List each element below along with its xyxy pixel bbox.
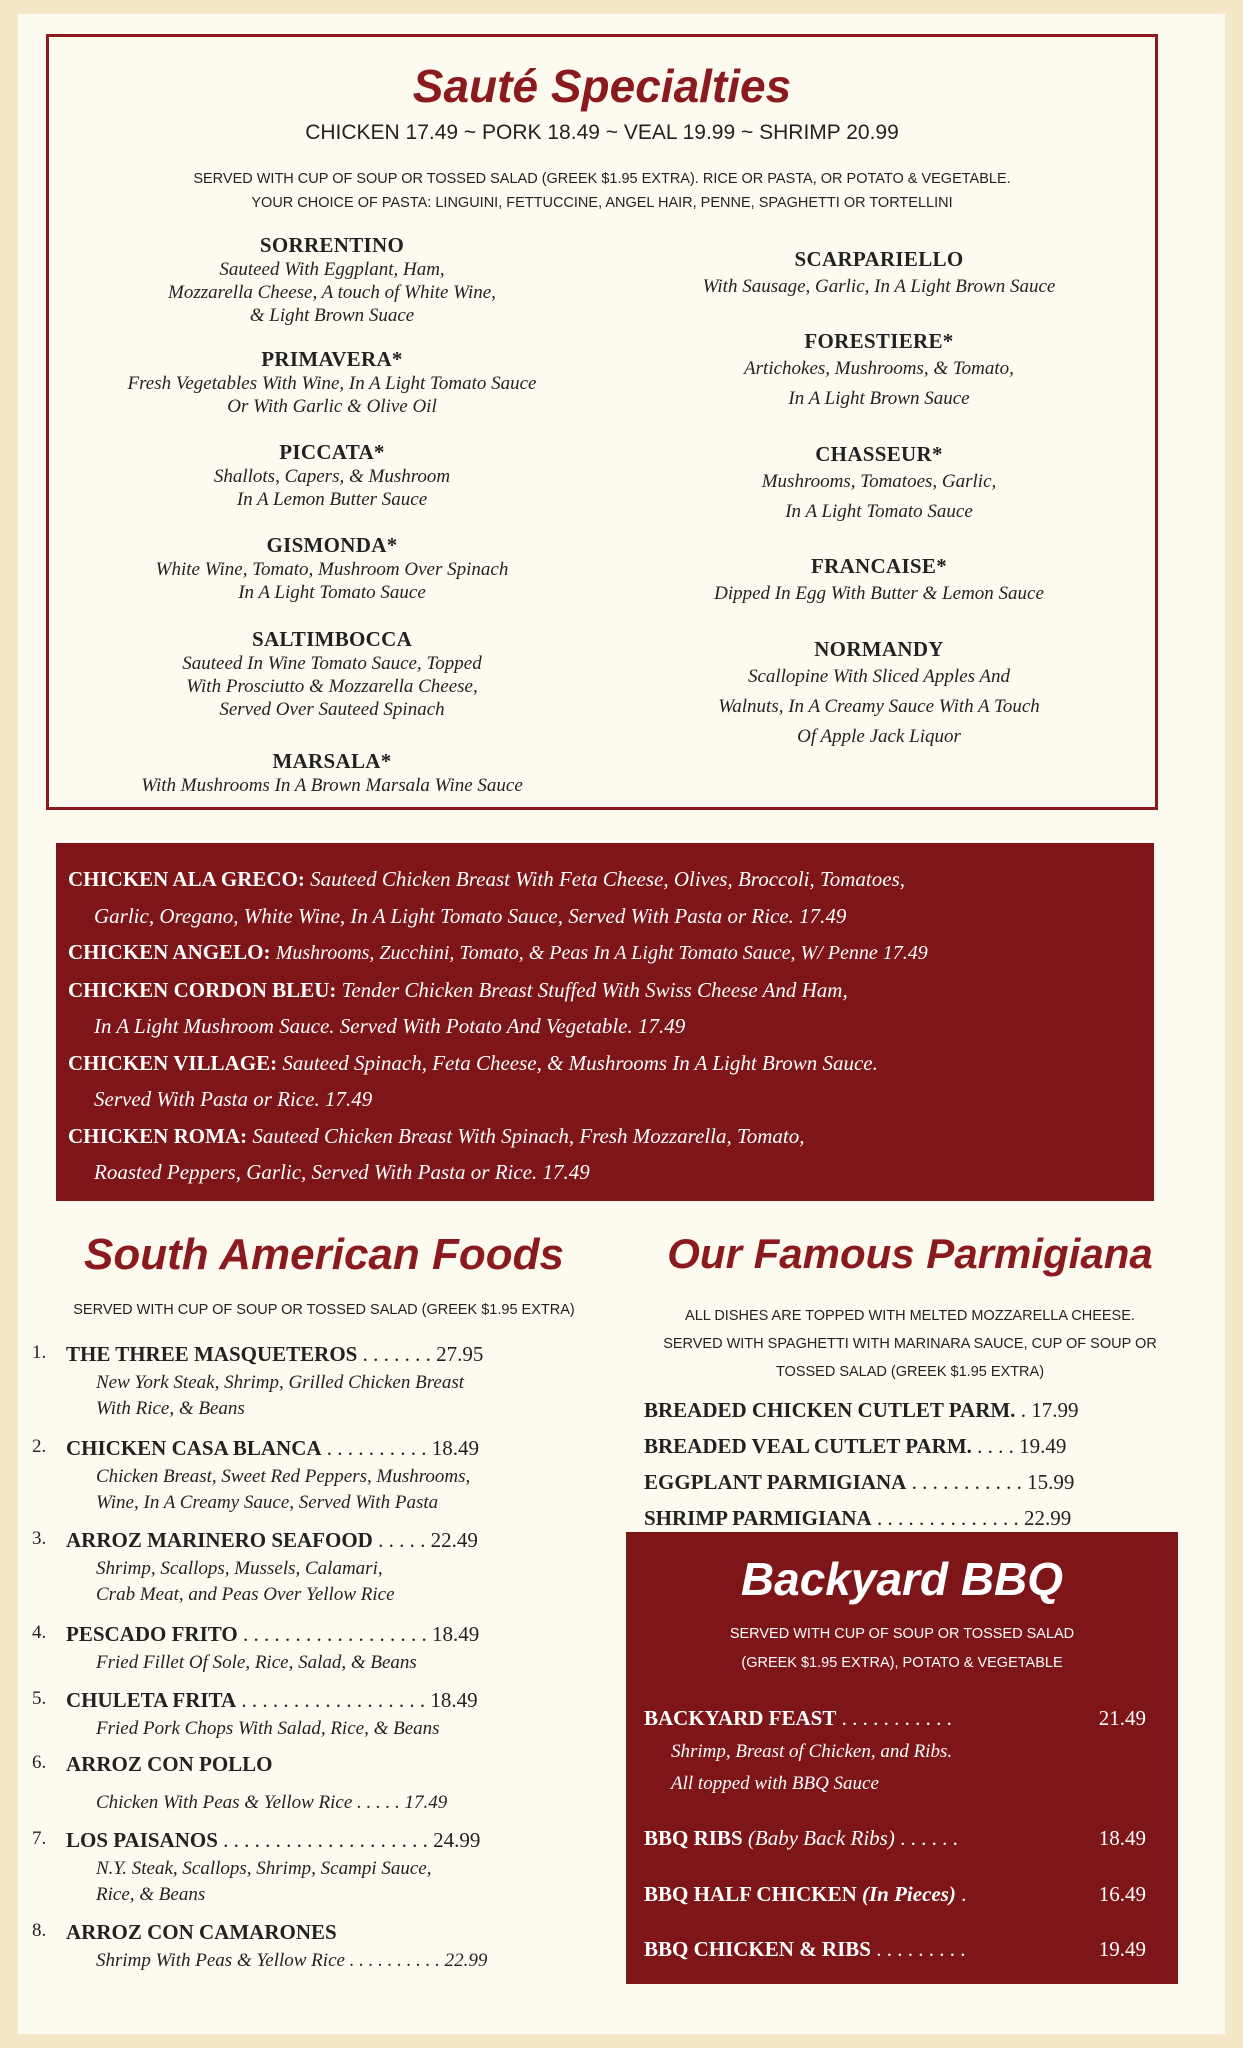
backyard-bbq-section: Backyard BBQ SERVED WITH CUP OF SOUP OR TOSSED SALAD (GREEK $1.95 EXTRA), POTATO & VEGETABLE BACKYARD FEAST . . . . . . . . . . . 21.49 Shrimp, Breast of Chicken, and Ribs. All topped with BBQ Sauce BBQ RIBS (Baby Back Ribs) . . . . . . 18.49 BBQ HALF CHICKEN (In Pieces) . 16.49 BBQ CHICKEN & RIBS . . . . . . . . . 19.49 xyxy=(626,1532,1178,1984)
bbq-half-chicken: BBQ HALF CHICKEN (In Pieces) . 16.49 xyxy=(644,1882,1146,1906)
parmigiana-note: ALL DISHES ARE TOPPED WITH MELTED MOZZARELLA CHEESE. SERVED WITH SPAGHETTI WITH MARINARA SAUCE, CUP OF SOUP OR TOSSED SALAD (GREEK $1.95 EXTRA) xyxy=(663,1308,1157,1380)
parm-item-chicken: BREADED CHICKEN CUTLET PARM. . 17.99 xyxy=(644,1398,1079,1422)
dish-chasseur: CHASSEUR* Mushrooms, Tomatoes, Garlic, In A Light Tomato Sauce xyxy=(761,442,997,522)
dish-piccata: PICCATA* Shallots, Capers, & Mushroom In A Lemon Butter Sauce xyxy=(213,440,451,510)
south-american-note: SERVED WITH CUP OF SOUP OR TOSSED SALAD (GREEK $1.95 EXTRA) xyxy=(73,1302,575,1318)
chicken-village: CHICKEN VILLAGE: Sauteed Spinach, Feta Cheese, & Mushrooms In A Light Brown Sauce. xyxy=(68,1050,878,1075)
parm-item-eggplant: EGGPLANT PARMIGIANA . . . . . . . . . . . 15.99 xyxy=(644,1470,1075,1494)
dish-sorrentino: SORRENTINO Sauteed With Eggplant, Ham, Mozzarella Cheese, A touch of White Wine, & Light Brown Suace xyxy=(168,233,496,326)
parmigiana-title: Our Famous Parmigiana xyxy=(667,1230,1153,1277)
saute-prices: CHICKEN 17.49 ~ PORK 18.49 ~ VEAL 19.99 ~ SHRIMP 20.99 xyxy=(305,121,899,144)
chicken-specials-band: CHICKEN ALA GRECO: Sauteed Chicken Breast With Feta Cheese, Olives, Broccoli, Tomatoes, Garlic, Oregano, White Wine, In A Light Tomato Sauce, Served With Pasta or Rice. 17.49 CHICKEN ANGELO: Mushrooms, Zucchini, Tomato, & Peas In A Light Tomato Sauce, W/ Penne 17.49 CHICKEN CORDON BLEU: Tender Chicken Breast Stuffed With Swiss Cheese And Ham, In A Light Mushroom Sauce. Served With Potato And Vegetable. 17.49 CHICKEN VILLAGE: Sauteed Spinach, Feta Cheese, & Mushrooms In A Light Brown Sauce. Served With Pasta or Rice. 17.49 CHICKEN ROMA: Sauteed Chicken Breast With Spinach, Fresh Mozzarella, Tomato, Roasted Peppers, Garlic, Served With Pasta or Rice. 17.49 xyxy=(56,843,1154,1201)
bbq-title: Backyard BBQ xyxy=(740,1553,1064,1605)
saute-note-2: YOUR CHOICE OF PASTA: LINGUINI, FETTUCCINE, ANGEL HAIR, PENNE, SPAGHETTI OR TORTELLINI xyxy=(251,195,953,211)
dish-forestiere: FORESTIERE* Artichokes, Mushrooms, & Tomato, In A Light Brown Sauce xyxy=(744,329,1014,409)
dish-saltimbocca: SALTIMBOCCA Sauteed In Wine Tomato Sauce, Topped With Prosciutto & Mozzarella Cheese, Served Over Sauteed Spinach xyxy=(182,627,482,720)
parm-item-veal: BREADED VEAL CUTLET PARM. . . . . 19.49 xyxy=(644,1434,1067,1458)
dish-scarpariello: SCARPARIELLO With Sausage, Garlic, In A Light Brown Sauce xyxy=(702,247,1056,297)
saute-note-1: SERVED WITH CUP OF SOUP OR TOSSED SALAD (GREEK $1.95 EXTRA). RICE OR PASTA, OR POTATO & VEGETABLE. xyxy=(193,171,1011,187)
dish-normandy: NORMANDY Scallopine With Sliced Apples And Walnuts, In A Creamy Sauce With A Touch Of Apple Jack Liquor xyxy=(718,637,1040,747)
chicken-roma: CHICKEN ROMA: Sauteed Chicken Breast With Spinach, Fresh Mozzarella, Tomato, xyxy=(68,1123,805,1148)
bbq-feast: BACKYARD FEAST . . . . . . . . . . . 21.49 xyxy=(644,1706,1146,1730)
dish-francaise: FRANCAISE* Dipped In Egg With Butter & Lemon Sauce xyxy=(714,554,1044,604)
bbq-chicken-ribs: BBQ CHICKEN & RIBS . . . . . . . . . 19.49 xyxy=(644,1937,1146,1961)
dish-marsala: MARSALA* With Mushrooms In A Brown Marsala Wine Sauce xyxy=(141,749,523,796)
saute-specialties-section xyxy=(46,34,1158,810)
south-american-title: South American Foods xyxy=(84,1230,564,1279)
bbq-note: SERVED WITH CUP OF SOUP OR TOSSED SALAD (GREEK $1.95 EXTRA), POTATO & VEGETABLE xyxy=(729,1626,1075,1671)
chicken-ala-greco: CHICKEN ALA GRECO: Sauteed Chicken Breast With Feta Cheese, Olives, Broccoli, Tomatoes, xyxy=(68,867,906,891)
chicken-cordon-bleu: CHICKEN CORDON BLEU: Tender Chicken Breast Stuffed With Swiss Cheese And Ham, xyxy=(68,977,848,1002)
chicken-angelo: CHICKEN ANGELO: Mushrooms, Zucchini, Tomato, & Peas In A Light Tomato Sauce, W/ Penne 17.49 xyxy=(68,940,928,964)
dish-gismonda: GISMONDA* White Wine, Tomato, Mushroom Over Spinach In A Light Tomato Sauce xyxy=(155,533,509,603)
parm-item-shrimp: SHRIMP PARMIGIANA . . . . . . . . . . . . . . 22.99 xyxy=(644,1506,1072,1530)
saute-title: Sauté Specialties xyxy=(412,60,792,112)
dish-primavera: PRIMAVERA* Fresh Vegetables With Wine, In A Light Tomato Sauce Or With Garlic & Olive Oil xyxy=(127,347,537,417)
bbq-ribs: BBQ RIBS (Baby Back Ribs) . . . . . . 18.49 xyxy=(644,1826,1146,1850)
